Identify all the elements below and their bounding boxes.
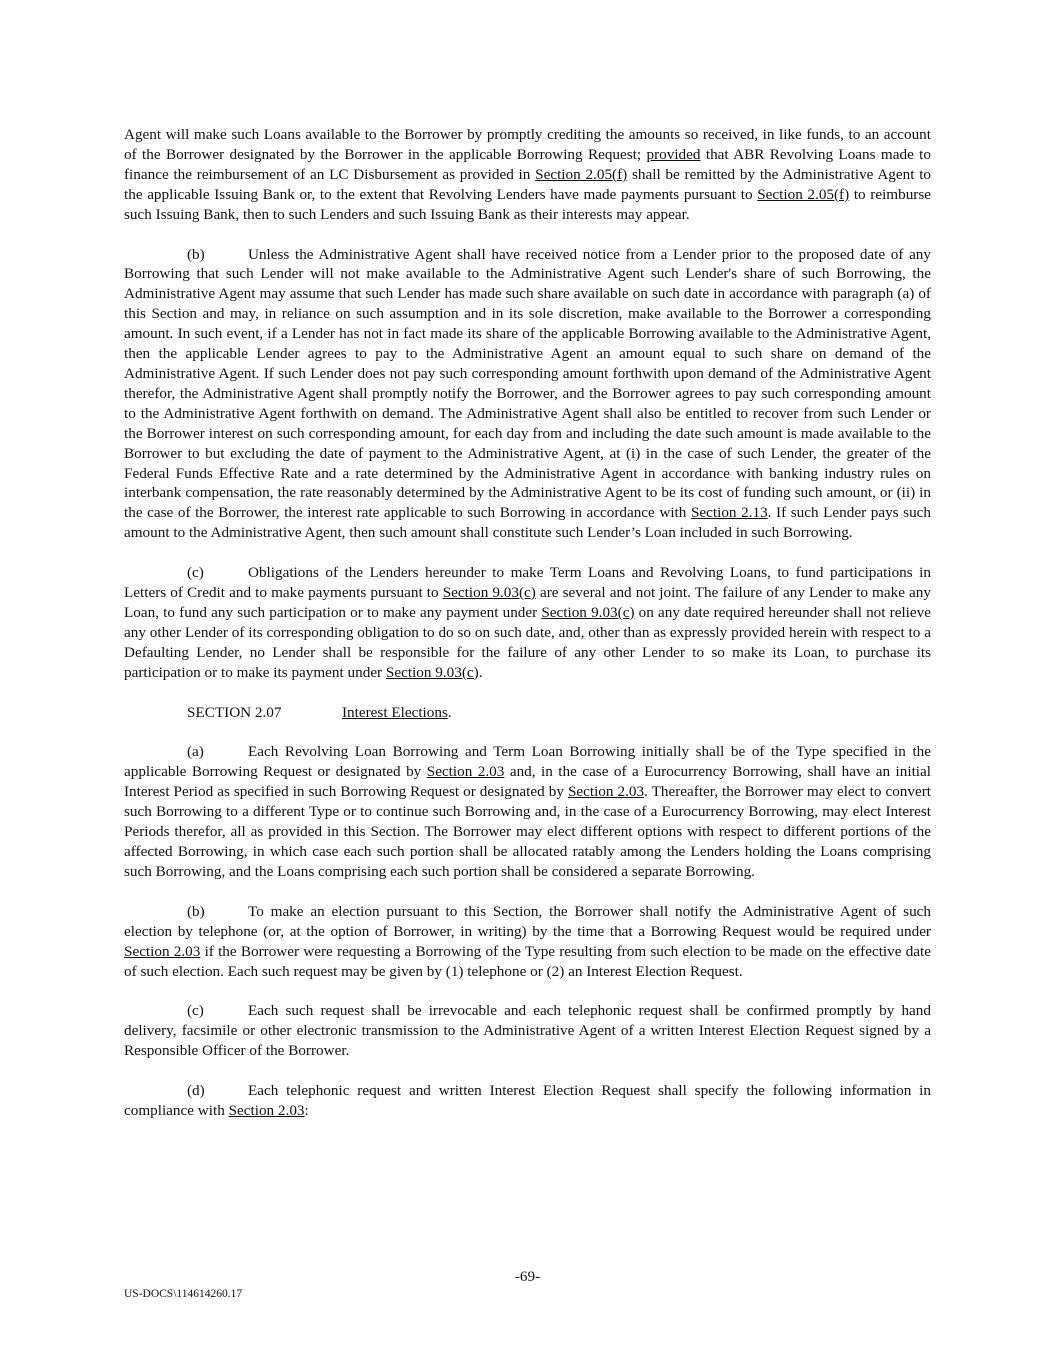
- paragraph-label: (b): [187, 902, 205, 920]
- paragraph-d: [124, 1081, 931, 1121]
- text: :: [304, 1102, 309, 1120]
- text: .: [447, 703, 452, 721]
- paragraph-label: (c): [187, 1002, 204, 1020]
- section-title: Interest Elections: [342, 703, 448, 721]
- text: Each telephonic request and written Interest Election Request shall specify the following information in compliance with: [124, 1082, 931, 1120]
- paragraph-c: [124, 563, 931, 682]
- section-reference: Section 9.03(c): [442, 584, 536, 602]
- section-heading: [124, 703, 931, 723]
- section-number: SECTION 2.07: [187, 703, 282, 721]
- text: .: [478, 663, 483, 681]
- paragraph-b: [124, 902, 931, 982]
- section-reference: Section 9.03(c): [541, 603, 635, 621]
- text: Each Revolving Loan Borrowing and Term Loan Borrowing initially shall be of the Type specified in the applicable Borrowing Request or designated by: [124, 743, 931, 781]
- text: Each such request shall be irrevocable and each telephonic request shall be confirmed promptly by hand delivery, facsimile or other electronic transmission to the Administrative Agent of a written Interest Election Request signed by a Responsible Officer of the Borrower.: [124, 1002, 931, 1060]
- section-reference: Section 2.03: [228, 1102, 305, 1120]
- section-reference: Section 9.03(c): [385, 663, 479, 681]
- text: if the Borrower were requesting a Borrowing of the Type resulting from such election to be made on the effective date of such election. Each such request may be given by (1) telephone or (2) an Interest Election Request.: [124, 942, 931, 980]
- paragraph-continuation: [124, 125, 931, 225]
- text: that ABR Revolving Loans made to finance the reimbursement of an LC Disbursement as provided in: [124, 145, 931, 183]
- paragraph-label: (a): [187, 743, 204, 761]
- text: are several and not joint. The failure of any Lender to make any Loan, to fund any such participation or to make any payment under: [124, 584, 931, 621]
- paragraph-label: (c): [187, 564, 204, 582]
- section-reference: Section 2.03: [426, 763, 505, 781]
- section-reference: Section 2.13: [690, 504, 768, 522]
- document-id: US-DOCS\114614260.17: [124, 1288, 243, 1300]
- paragraph-b: [124, 245, 931, 544]
- paragraph-c: [124, 1001, 931, 1061]
- text: To make an election pursuant to this Section, the Borrower shall notify the Administrative Agent of such election by telephone (or, at the option of Borrower, in writing) by the time that a Borrowing Request would be required under: [124, 902, 931, 940]
- text: Agent will make such Loans available to the Borrower by promptly crediting the amounts so received, in like funds, to an account of the Borrower designated by the Borrower in the applicable Borrowing Request;: [124, 126, 931, 163]
- paragraph-a: [124, 742, 931, 881]
- section-reference: Section 2.05(f): [535, 165, 628, 183]
- provided-term: provided: [646, 145, 701, 163]
- text: Obligations of the Lenders hereunder to make Term Loans and Revolving Loans, to fund participations in Letters of Credit and to make payments pursuant to: [124, 564, 931, 602]
- section-reference: Section 2.05(f): [757, 185, 850, 203]
- paragraph-label: (d): [187, 1082, 205, 1100]
- text: shall be remitted by the Administrative Agent to the applicable Issuing Bank or, to the extent that Revolving Lenders have made payments pursuant to: [124, 165, 932, 203]
- text: . Thereafter, the Borrower may elect to convert such Borrowing to a different Type or to continue such Borrowing and, in the case of a Eurocurrency Borrowing, may elect Interest Periods therefor, all as provided in this Section. The Borrower may elect different options with respect to different portions of the affected Borrowing, in which case each such portion shall be allocated ratably among the Lenders holding the Loans comprising such Borrowing, and the Loans comprising each such portion shall be considered a separate Borrowing.: [124, 783, 932, 880]
- text: and, in the case of a Eurocurrency Borrowing, shall have an initial Interest Period as specified in such Borrowing Request or designated by: [124, 763, 931, 801]
- section-reference: Section 2.03: [124, 942, 201, 960]
- paragraph-label: (b): [187, 245, 205, 263]
- text: Unless the Administrative Agent shall have received notice from a Lender prior to the proposed date of any Borrowing that such Lender will not make available to the Administrative Agent such Lender's share of such Borrowing, the Administrative Agent may assume that such Lender has made such share available on such date in accordance with paragraph (a) of this Section and may, in reliance on such assumption and in its sole discretion, make available to the Borrower a corresponding amount. In such event, if a Lender has not in fact made its share of the applicable Borrowing available to the Administrative Agent, then the applicable Lender agrees to pay to the Administrative Agent an amount equal to such share on demand of the Administrative Agent. If such Lender does not pay such corresponding amount forthwith upon demand of the Administrative Agent therefor, the Administrative Agent shall promptly notify the Borrower, and the Borrower agrees to pay such corresponding amount to the Administrative Agent forthwith on demand. The Administrative Agent shall also be entitled to recover from such Lender or the Borrower interest on such corresponding amount, for each day from and including the date such amount is made available to the Borrower to but excluding the date of payment to the Administrative Agent, at (i) in the case of such Lender, the greater of the Federal Funds Effective Rate and a rate determined by the Administrative Agent in accordance with banking industry rules on interbank compensation, the rate reasonably determined by the Administrative Agent to be its cost of funding such amount, or (ii) in the case of the Borrower, the interest rate applicable to such Borrowing in accordance with: [124, 245, 931, 522]
- document-body: [124, 125, 931, 1121]
- text: to reimburse such Issuing Bank, then to such Lenders and such Issuing Bank as their interests may appear.: [124, 185, 932, 223]
- section-reference: Section 2.03: [567, 783, 645, 801]
- page-number: -69-: [514, 1268, 541, 1285]
- text: . If such Lender pays such amount to the Administrative Agent, then such amount shall constitute such Lender’s Loan included in such Borrowing.: [124, 504, 931, 542]
- text: on any date required hereunder shall not relieve any other Lender of its corresponding obligation to do so on such date, and, other than as expressly provided herein with respect to a Defaulting Lender, no Lender shall be responsible for the failure of any other Lender to so make its Loan, to purchase its participation or to make its payment under: [124, 603, 931, 681]
